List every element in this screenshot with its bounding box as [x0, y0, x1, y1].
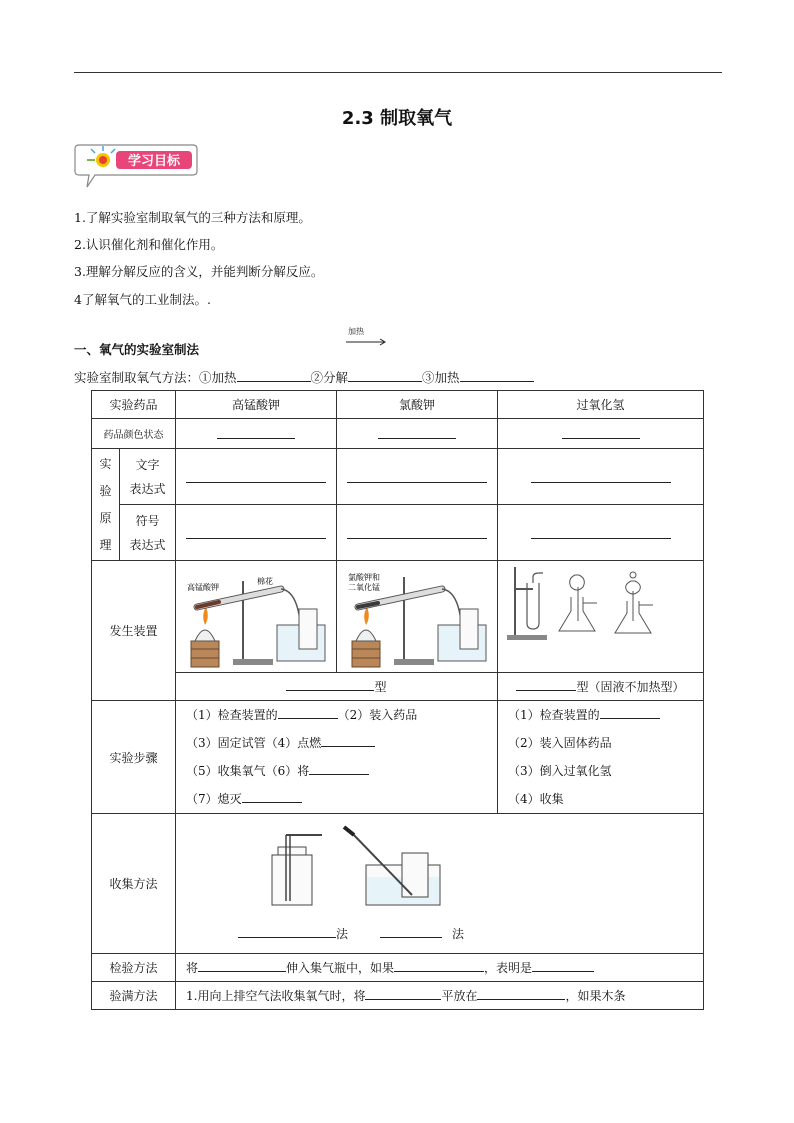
header-reagent: 实验药品	[92, 391, 176, 419]
learning-goal-badge	[73, 141, 199, 191]
header-h2o2: 过氧化氢	[498, 391, 704, 419]
symbol-expr-label: 符号 表达式	[120, 505, 176, 561]
cotton-label: 棉花	[257, 576, 273, 586]
arrow-label: 加热	[348, 327, 364, 336]
heat-arrow	[344, 326, 388, 348]
blank	[378, 426, 456, 439]
header-kmno4: 高锰酸钾	[176, 391, 337, 419]
kclo3-label-2: 二氧化锰	[348, 582, 380, 592]
blank	[186, 468, 326, 483]
word-expr-label: 文字 表达式	[120, 449, 176, 505]
blank	[562, 426, 640, 439]
full-label: 验满方法	[92, 982, 176, 1010]
blank	[531, 468, 671, 483]
objective-1: 1.了解实验室制取氧气的三种方法和原理。	[74, 210, 311, 225]
experiment-table	[91, 390, 704, 1010]
kmno4-label: 高锰酸钾	[187, 582, 219, 592]
collect-apparatus-image	[256, 825, 496, 925]
type-solid-liquid: 型（固液不加热型）	[498, 673, 704, 701]
badge-text: 学习目标	[127, 154, 181, 169]
page-title: 2.3 制取氧气	[341, 108, 453, 129]
objective-4: 4了解氧气的工业制法。.	[74, 292, 211, 307]
full-cell: 1.用向上排空气法收集氧气时，将 平放在 ，如果木条	[176, 982, 704, 1010]
blank	[186, 524, 326, 539]
test-label: 检验方法	[92, 954, 176, 982]
kclo3-apparatus-image	[337, 561, 498, 673]
h2o2-apparatus-image	[498, 561, 704, 673]
objective-3: 3.理解分解反应的含义，并能判断分解反应。	[74, 264, 324, 279]
kmno4-apparatus-image	[176, 561, 337, 673]
steps-right: （1）检查装置的 （2）装入固体药品 （3）倒入过氧化氢 （4）收集	[498, 701, 704, 814]
kclo3-label-1: 氯酸钾和	[348, 572, 380, 582]
blank	[217, 426, 295, 439]
objective-2: 2.认识催化剂和催化作用。	[74, 237, 224, 252]
steps-left: （1）检查装置的 （2）装入药品 （3）固定试管（4）点燃 （5）收集氧气（6）将 （7）熄灭	[176, 701, 498, 814]
principle-label: 实 验 原 理	[92, 449, 120, 561]
blank	[531, 524, 671, 539]
test-cell: 将 伸入集气瓶中，如果 ，表明是	[176, 954, 704, 982]
type-solid-heat: 型	[176, 673, 498, 701]
blank	[347, 524, 487, 539]
section-title: 一、氧气的实验室制法	[74, 342, 200, 357]
apparatus-label: 发生装置	[92, 561, 176, 701]
color-state-label: 药品颜色状态	[92, 419, 176, 449]
header-kclo3: 氯酸钾	[337, 391, 498, 419]
collect-cell: 法 法	[176, 814, 704, 954]
header-rule	[74, 72, 722, 73]
steps-label: 实验步骤	[92, 701, 176, 814]
blank	[347, 468, 487, 483]
collect-label: 收集方法	[92, 814, 176, 954]
methods-line: 实验室制取氧气方法：①加热 ②分解 ③加热	[74, 368, 534, 386]
